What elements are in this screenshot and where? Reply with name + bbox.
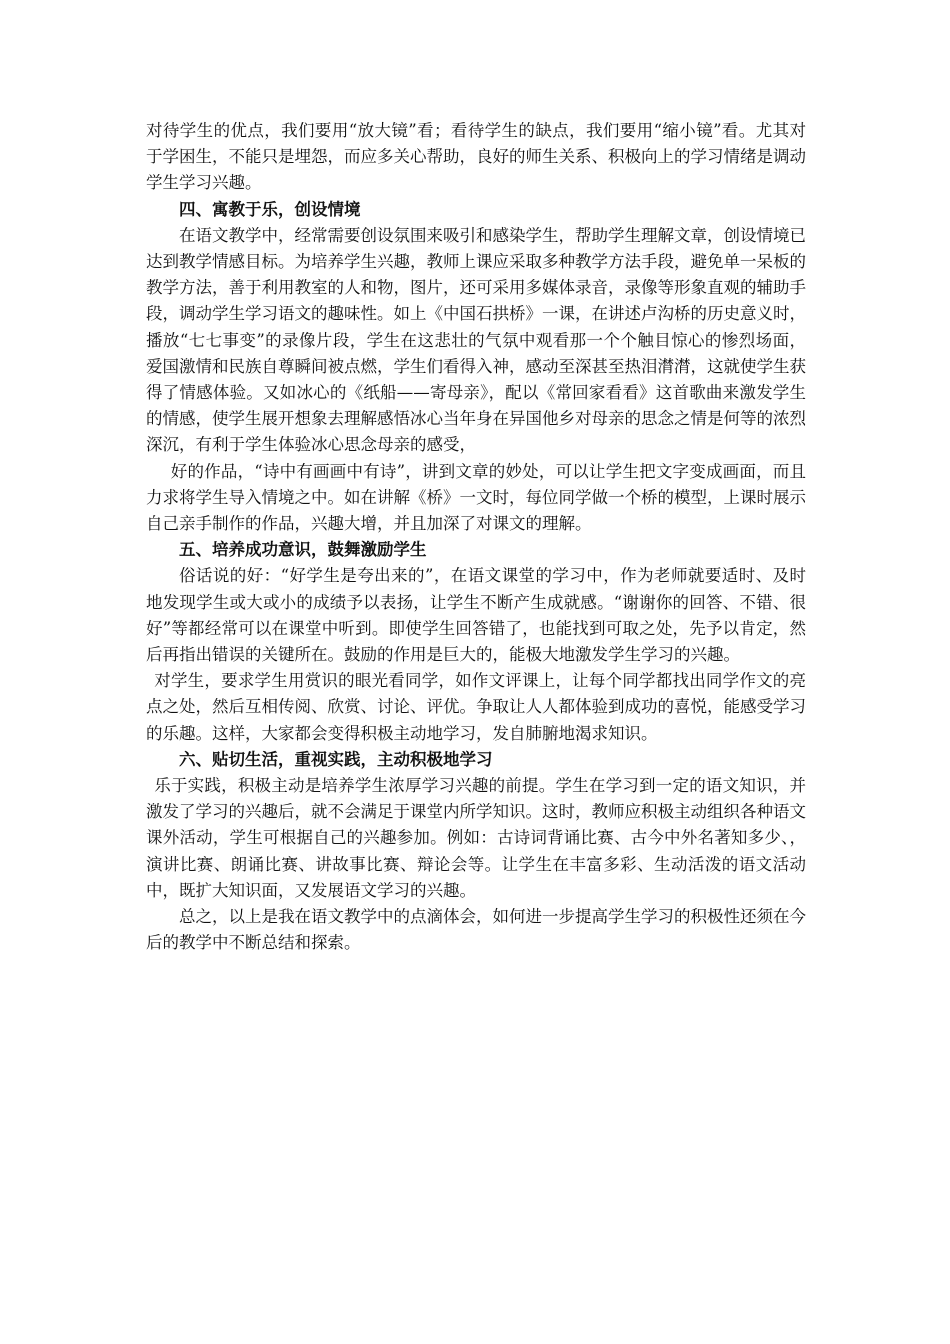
- paragraph-conclusion: 总之，以上是我在语文教学中的点滴体会，如何进一步提高学生学习的积极性还须在今后的教学中不断总结和探索。: [146, 907, 806, 953]
- paragraph-praise: 俗话说的好：“好学生是夸出来的”，在语文课堂的学习中，作为老师就要适时、及时地发现学生或大或小的成绩予以表扬，让学生不断产生成就感。“谢谢你的回答、不错、很好”等都经常可以在课堂中听到。即使学生回答错了，也能找到可取之处，先予以肯定，然后再指出错误的关键所在。鼓励的作用是巨大的，能极大地激发学生学习的兴趣。: [146, 566, 806, 665]
- document-body: [146, 118, 806, 957]
- paragraph-continuation: 对待学生的优点，我们要用“放大镜”看；看待学生的缺点，我们要用“缩小镜”看。尤其对于学困生，不能只是埋怨，而应多关心帮助，良好的师生关系、积极向上的学习情绪是调动学生学习兴趣。: [146, 121, 806, 193]
- section-heading-4: 四、寓教于乐，创设情境: [179, 199, 361, 219]
- paragraph-practice: 乐于实践，积极主动是培养学生浓厚学习兴趣的前提。学生在学习到一定的语文知识，并激发了学习的兴趣后，就不会满足于课堂内所学知识。这时，教师应积极主动组织各种语文课外活动，学生可根据自己的兴趣参加。例如：古诗词背诵比赛、古今中外名著知多少、，演讲比赛、朗诵比赛、讲故事比赛、辩论会等。让学生在丰富多彩、生动活泼的语文活动中，既扩大知识面，又发展语文学习的兴趣。: [146, 776, 806, 900]
- section-heading-6: 六、贴切生活，重视实践，主动积极地学习: [179, 749, 493, 769]
- paragraph-appreciation: 对学生，要求学生用赏识的眼光看同学，如作文评课上，让每个同学都找出同学作文的亮点之处，然后互相传阅、欣赏、讨论、评优。争取让人人都体验到成功的喜悦，能感受学习的乐趣。这样，大家都会变得积极主动地学习，发自肺腑地渴求知识。: [146, 671, 806, 743]
- paragraph-situation: 在语文教学中，经常需要创设氛围来吸引和感染学生，帮助学生理解文章，创设情境已达到教学情感目标。为培养学生兴趣，教师上课应采取多种教学方法手段，避免单一呆板的教学方法，善于利用教室的人和物，图片，还可采用多媒体录音，录像等形象直观的辅助手段，调动学生学习语文的趣味性。如上《中国石拱桥》一课，在讲述卢沟桥的历史意义时，播放“七七事变”的录像片段，学生在这悲壮的气氛中观看那一个个触目惊心的惨烈场面，爱国激情和民族自尊瞬间被点燃，学生们看得入神，感动至深甚至热泪潸潸，这就使学生获得了情感体验。又如冰心的《纸船——寄母亲》，配以《常回家看看》这首歌曲来激发学生的情感，使学生展开想象去理解感悟冰心当年身在异国他乡对母亲的思念之情是何等的浓烈深沉，有利于学生体验冰心思念母亲的感受，: [146, 225, 806, 455]
- section-heading-5: 五、培养成功意识，鼓舞激励学生: [179, 540, 427, 560]
- paragraph-works: 好的作品，“诗中有画画中有诗”，讲到文章的妙处，可以让学生把文字变成画面，而且力求将学生导入情境之中。如在讲解《桥》一文时，每位同学做一个桥的模型，上课时展示自己亲手制作的作品，兴趣大增，并且加深了对课文的理解。: [146, 461, 806, 534]
